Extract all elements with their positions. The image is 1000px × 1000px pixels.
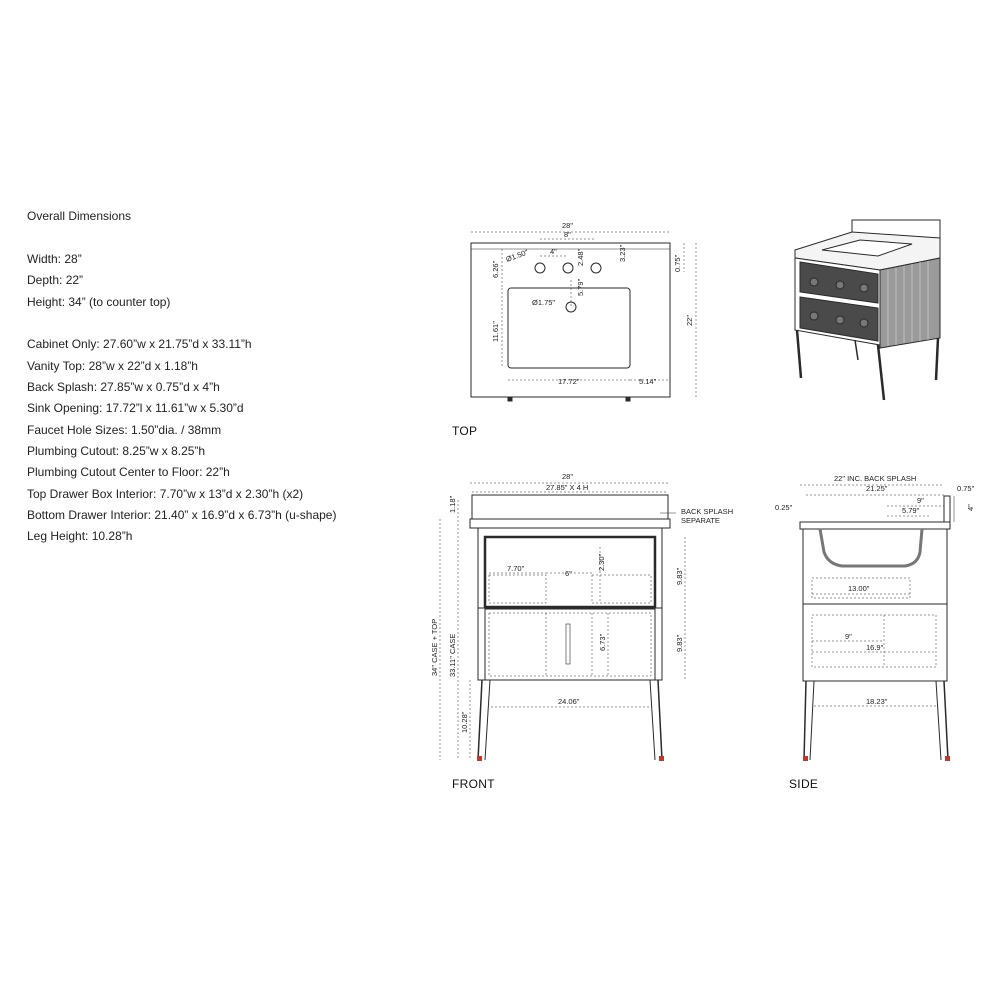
perspective-view	[795, 220, 940, 400]
side-dim-169: 16.9"	[866, 643, 884, 652]
side-countertop	[800, 522, 950, 529]
top-dim-248: 2.48"	[576, 248, 585, 266]
front-dim-height-total: 34" CASE + TOP	[430, 618, 439, 676]
spec-plumbing-cutout: Plumbing Cutout: 8.25”w x 8.25”h	[27, 444, 206, 458]
top-dim-faucet-gap: 4"	[550, 247, 557, 256]
spec-plumbing-center: Plumbing Cutout Center to Floor: 22”h	[27, 465, 230, 479]
front-note-line1: BACK SPLASH	[681, 507, 734, 516]
front-dim-drawer-gap: 6"	[565, 569, 572, 578]
spec-sink-opening: Sink Opening: 17.72”l x 11.61”w x 5.30”d	[27, 401, 244, 415]
drain-hole	[566, 302, 576, 312]
front-dim-width: 28"	[562, 472, 574, 481]
spec-cabinet-only: Cabinet Only: 27.60”w x 21.75”d x 33.11”h	[27, 337, 252, 351]
top-dim-faucet-spread: 8"	[564, 230, 571, 239]
top-dim-width: 28"	[562, 221, 574, 230]
faucet-hole-left	[535, 263, 545, 273]
side-view	[800, 485, 954, 761]
side-dim-9: 9"	[917, 496, 924, 505]
spec-height: Height: 34” (to counter top)	[27, 295, 171, 309]
spec-leg-height: Leg Height: 10.28”h	[27, 529, 133, 543]
top-dim-626: 6.26"	[491, 260, 500, 278]
side-sink-profile	[820, 529, 922, 566]
top-dim-1161: 11.61"	[491, 321, 500, 342]
top-dim-075: 0.75"	[673, 254, 682, 272]
top-dim-depth: 22"	[685, 314, 694, 326]
faucet-hole-center	[563, 263, 573, 273]
side-dim-579: 5.79"	[902, 506, 920, 515]
view-label-front: FRONT	[452, 777, 495, 791]
front-dim-splash: 27.85" X 4 H	[546, 483, 589, 492]
front-dim-leg: 10.28"	[460, 711, 469, 733]
top-dim-faucet-dia: Ø1.50"	[504, 247, 530, 264]
spec-width: Width: 28”	[27, 252, 82, 266]
front-dim-top-drawer: 9.83"	[675, 567, 684, 585]
spec-top-drawer: Top Drawer Box Interior: 7.70”w x 13”d x 2.30”h (x2)	[27, 487, 304, 501]
side-dim-splash-label: 22" INC. BACK SPLASH	[834, 474, 917, 483]
spec-bottom-drawer: Bottom Drawer Interior: 21.40” x 16.9”d x 6.73”h (u-shape)	[27, 508, 337, 522]
side-dim-4: 4"	[966, 504, 975, 511]
spec-back-splash: Back Splash: 27.85”w x 0.75”d x 4”h	[27, 380, 220, 394]
side-dim-2125: 21.25"	[866, 484, 888, 493]
top-dim-sink-len: 17.72"	[558, 377, 580, 386]
side-dim-075: 0.75"	[957, 484, 975, 493]
side-dim-1300: 13.00"	[848, 584, 870, 593]
side-dim-025: 0.25"	[775, 503, 793, 512]
front-dim-bottom-drawer: 9.83"	[675, 634, 684, 652]
top-dim-drain-dia: Ø1.75"	[532, 298, 556, 307]
front-dim-bottom-h: 6.73"	[598, 633, 607, 651]
front-dim-height-case: 33.11" CASE	[448, 633, 457, 677]
side-dim-1823: 18.23"	[866, 697, 888, 706]
spec-vanity-top: Vanity Top: 28”w x 22”d x 1.18”h	[27, 359, 198, 373]
top-sink-basin	[508, 288, 630, 368]
side-dim-9b: 9"	[845, 632, 852, 641]
spec-depth: Depth: 22”	[27, 273, 84, 287]
side-backsplash	[944, 496, 950, 522]
top-dim-323: 3.23"	[618, 244, 627, 262]
front-dim-inner-w: 24.06"	[558, 697, 580, 706]
front-note-line2: SEPARATE	[681, 516, 720, 525]
top-counter-outline	[471, 243, 670, 397]
view-label-side: SIDE	[789, 777, 819, 791]
spec-faucet-hole: Faucet Hole Sizes: 1.50”dia. / 38mm	[27, 423, 222, 437]
front-view	[440, 483, 685, 761]
faucet-hole-right	[591, 263, 601, 273]
front-dim-drawer-w: 7.70"	[507, 564, 525, 573]
view-label-top: TOP	[452, 424, 478, 438]
drawer-knob	[810, 278, 818, 286]
front-dim-drawer-h: 2.30"	[597, 553, 606, 571]
front-dim-top-thick: 1.18"	[448, 495, 457, 513]
spec-heading: Overall Dimensions	[27, 209, 132, 223]
top-dim-579: 5.79"	[576, 278, 585, 296]
top-dim-514: 5.14"	[639, 377, 657, 386]
front-backsplash	[472, 495, 668, 519]
front-countertop	[470, 519, 670, 528]
